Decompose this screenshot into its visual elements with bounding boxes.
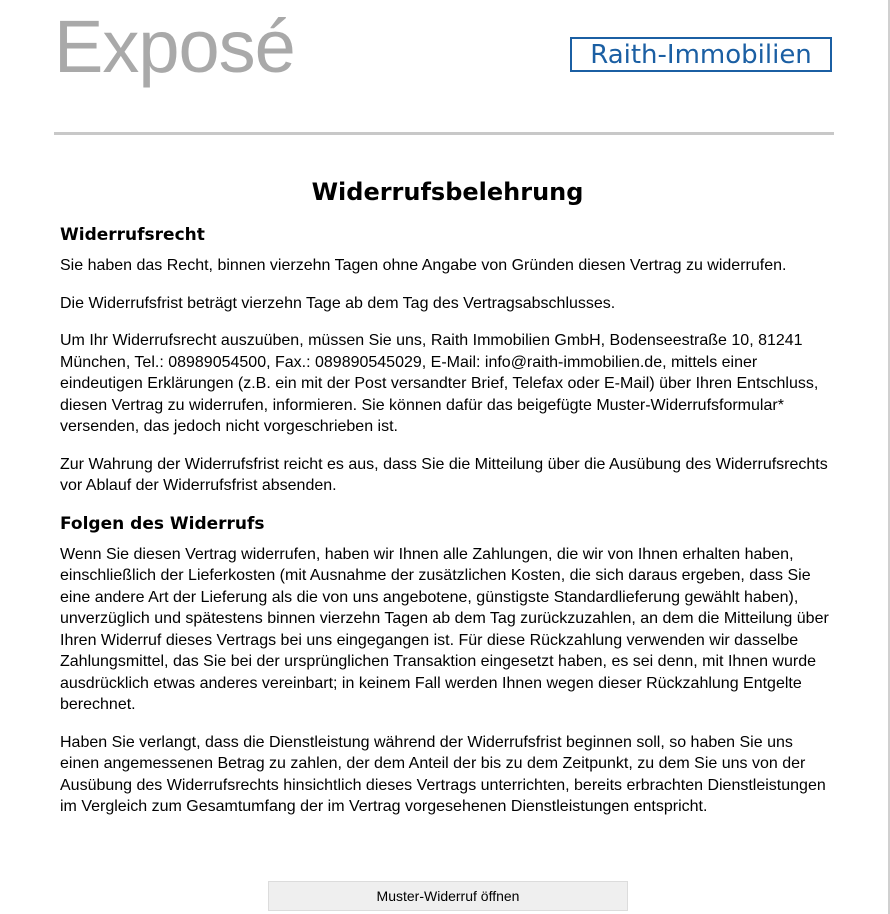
page-title: Exposé <box>54 5 295 88</box>
paragraph: Wenn Sie diesen Vertrag widerrufen, haben wir Ihnen alle Zahlungen, die wir von Ihnen erhalten haben, einschließlich der Lieferkosten (mit Ausnahme der zusätzlichen Kosten, die sich daraus ergeben, dass Sie eine andere Art der Lieferung als die von uns angebotene, günstigste Standardlieferung gewählt haben), unverzüglich und spätestens binnen vierzehn Tagen ab dem Tag zurückzuzahlen, an dem die Mitteilung über Ihren Widerruf dieses Vertrags bei uns eingegangen ist. Für diese Rückzahlung verwenden wir dasselbe Zahlungsmittel, das Sie bei der ursprünglichen Transaktion eingesetzt haben, es sei denn, mit Ihnen wurde ausdrücklich etwas anderes vereinbart; in keinem Fall werden Ihnen wegen dieser Rückzahlung Entgelte berechnet. <box>60 545 829 713</box>
header-divider <box>54 132 834 135</box>
section-heading-widerrufsrecht: Widerrufsrecht <box>60 225 205 245</box>
section-heading-folgen: Folgen des Widerrufs <box>60 513 265 534</box>
paragraph: Haben Sie verlangt, dass die Dienstleistung während der Widerrufsfrist beginnen soll, so haben Sie uns einen angemessenen Betrag zu zahlen, der dem Anteil der bis zu dem Zeitpunkt, zu dem Sie uns von der Ausübung des Widerrufsrechts hinsichtlich dieses Vertrags unterrichten, bereits erbrachten Dienstleistungen im Vergleich zum Gesamtumfang der im Vertrag vorgesehenen Dienstleistungen entspricht. <box>60 733 826 815</box>
paragraph: Zur Wahrung der Widerrufsfrist reicht es aus, dass Sie die Mitteilung über die Ausübung des Widerrufsrechts vor Ablauf der Widerrufsfrist absenden. <box>60 455 828 494</box>
paragraph: Sie haben das Recht, binnen vierzehn Tagen ohne Angabe von Gründen diesen Vertrag zu widerrufen. <box>60 257 787 274</box>
open-withdrawal-form-button[interactable]: Muster-Widerruf öffnen <box>268 881 628 911</box>
company-logo: Raith-Immobilien <box>570 37 832 72</box>
document-title: Widerrufsbelehrung <box>311 178 584 206</box>
paragraph: Um Ihr Widerrufsrecht auszuüben, müssen Sie uns, Raith Immobilien GmbH, Bodenseestraße 10, 81241 München, Tel.: 08989054500, Fax.: 089890545029, E-Mail: info@raith-immobilien.de, mittels einer eindeutigen Erklärungen (z.B. ein mit der Post versandter Brief, Telefax oder E-Mail) über Ihren Entschluss, diesen Vertrag zu widerrufen, informieren. Sie können dafür das beigefügte Muster-Widerrufsformular* versenden, das jedoch nicht vorgeschrieben ist. <box>60 332 819 435</box>
document-body <box>60 175 835 834</box>
paragraph: Die Widerrufsfrist beträgt vierzehn Tage ab dem Tag des Vertragsabschlusses. <box>60 294 616 312</box>
